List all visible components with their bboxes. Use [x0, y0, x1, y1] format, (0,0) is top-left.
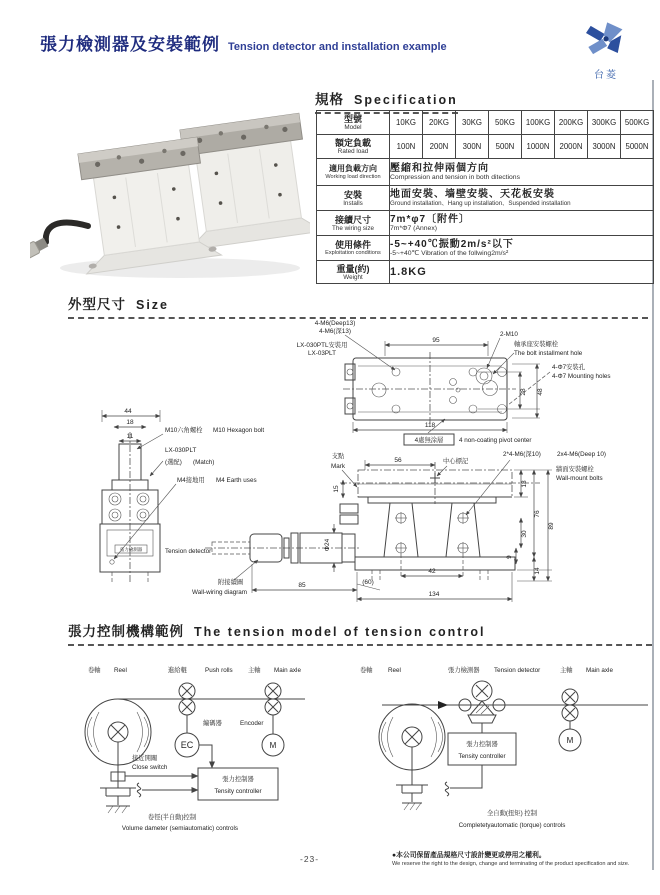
row-label-en: Weight: [343, 273, 363, 281]
side-view-drawing: [331, 450, 606, 602]
label-wiring-en: Wall-wiring diagram: [192, 589, 248, 596]
motor-symbol: M: [566, 736, 574, 745]
label-detector-zh: 張力檢測器: [448, 667, 480, 674]
controller-zh: 張力控制器: [466, 741, 498, 748]
dim-14: 14: [534, 567, 541, 575]
spec-row-load: 額定負載 Rated load 100N 200N 300N 500N 1000N 2000N 3000N 5000N: [317, 135, 654, 159]
brand-logo-text: 台菱: [594, 70, 618, 81]
label-4m6-zh: 4-M6(深13): [319, 328, 351, 335]
row-label-en: Rated load: [337, 148, 369, 155]
row-label-zh: 接續尺寸: [334, 214, 371, 225]
label-wallbolt-zh: 牆面安裝螺栓: [556, 466, 594, 473]
label-axle-zh: 主軸: [248, 667, 261, 674]
dim-28: 28: [520, 388, 527, 396]
label-push-zh: 進給輥: [168, 667, 187, 674]
label-axle-en: Main axle: [274, 667, 301, 674]
size-heading-en: Size: [136, 298, 170, 312]
page-header: [40, 30, 447, 55]
dim-89: 89: [548, 522, 555, 530]
dim-134: 134: [428, 591, 440, 598]
dim-76: 76: [534, 510, 541, 518]
auto-diagram: [360, 665, 648, 829]
spec-row-wiring: [317, 211, 654, 236]
row-label-en: Model: [344, 124, 362, 131]
dim-60: (60): [362, 579, 374, 586]
control-diagrams: [0, 655, 660, 855]
label-wallbolt-en: Wall-mount bolts: [556, 475, 603, 482]
dim-42: 42: [428, 568, 436, 575]
label-lx030ptl-zh: LX-030PTL安裝用: [296, 342, 348, 349]
row-value-en: 7m*Φ7 (Annex): [390, 224, 437, 232]
photo-unit-front: [70, 136, 221, 274]
row-label-zh: 重量(約): [336, 263, 370, 274]
dim-48: 48: [537, 388, 544, 396]
semiauto-caption-en: Volume dameter (semiautomatic) controls: [121, 825, 239, 832]
control-heading-en: The tension model of tension control: [194, 625, 486, 639]
label-detector-zh: 張力檢測器: [119, 547, 143, 552]
dim-18: 18: [126, 419, 134, 426]
brand-logo: [578, 20, 634, 81]
page-subtitle: Tension detector and installation example: [228, 41, 447, 53]
label-noncoat-en: 4 non-coating pivot center: [459, 437, 532, 444]
dim-30: 30: [521, 530, 528, 538]
row-label-en: Installs: [343, 199, 363, 207]
row-value-zh: -5~+40℃振動2m/s²以下: [390, 238, 514, 250]
row-value-en: -5~+40℃ Vibration of the follwing2m/s²: [390, 249, 509, 257]
label-reel-zh: 卷軸: [360, 667, 373, 674]
label-2m10: 2-M10: [500, 331, 518, 338]
label-centermark-zh: 中心標記: [443, 458, 469, 465]
row-label-en: The wiring size: [332, 224, 374, 232]
top-view-drawing: [297, 320, 611, 445]
row-label-zh: 安裝: [343, 189, 362, 200]
dim-phi24: Φ24: [324, 538, 331, 552]
spec-heading-en: Specification: [354, 93, 458, 107]
label-axle-en: Main axle: [586, 667, 613, 674]
dim-85: 85: [298, 582, 306, 589]
page-number: -23-: [300, 854, 320, 864]
wall-wiring-drawing: [192, 524, 380, 596]
label-lx030plt: LX-030PLT: [165, 447, 197, 454]
label-holes-en: 4-Φ7 Mounting holes: [552, 373, 611, 380]
auto-caption-zh: 全自動(扭矩) 控制: [486, 810, 538, 817]
row-value-zh: 壓縮和拉伸兩個方向: [390, 162, 489, 174]
spec-row-conditions: [317, 236, 654, 261]
spec-row-weight: [317, 261, 654, 284]
footer-note-zh: ●本公司保留產品規格尺寸設計變更或停用之權利。: [392, 852, 546, 859]
auto-caption-en: Completetyautomatic (torque) controls: [458, 822, 566, 829]
dim-95: 95: [432, 337, 440, 344]
dim-56: 56: [394, 457, 402, 464]
label-fulcrum-en: Mark: [331, 463, 345, 470]
label-4m6-deep13: 4-M6(Deep13): [314, 320, 356, 327]
row-value-zh: 7m*φ7〔附件〕: [390, 213, 471, 225]
dim-44: 44: [124, 408, 132, 415]
label-detector-en: Tension detector: [494, 667, 541, 674]
controller-en: Tensity controller: [458, 753, 506, 760]
row-label-zh: 適用負載方向: [329, 163, 377, 173]
label-bolt-zh: 軸承座安裝螺栓: [514, 341, 559, 348]
label-fulcrum-zh: 支點: [331, 453, 345, 460]
page-title: 張力檢測器及安裝範例: [40, 35, 220, 54]
label-detector-en: Tension detector: [165, 548, 212, 555]
spec-row-direction: [317, 159, 654, 186]
label-push-en: Push rolls: [205, 667, 233, 674]
photo-cable: [30, 223, 88, 266]
spec-table: [316, 110, 654, 284]
tensity-controller-box: [198, 768, 278, 800]
label-reel-zh: 卷軸: [88, 667, 101, 674]
semiauto-diagram: [85, 665, 305, 832]
semiauto-caption-zh: 卷徑(半自動)控制: [147, 814, 197, 821]
label-encoder-en: Encoder: [240, 720, 264, 727]
dim-11: 11: [126, 433, 134, 440]
control-heading: [68, 620, 652, 646]
label-match-en: (Match): [193, 459, 215, 466]
motor-symbol: M: [269, 741, 277, 750]
dim-9: 9: [506, 555, 513, 559]
spec-row-install: [317, 186, 654, 211]
front-view-drawing: [100, 408, 264, 582]
size-heading-zh: 外型尺寸: [68, 297, 126, 312]
label-noncoat-zh: 4處無涂層: [414, 437, 444, 444]
size-drawings: [0, 312, 660, 614]
dim-13: 13: [521, 480, 528, 488]
row-label-en: Working load direction: [325, 173, 381, 180]
row-label-zh: 額定負載: [334, 138, 371, 148]
label-bolt-en: The bolt installment hole: [514, 350, 583, 357]
label-reel-en: Reel: [388, 667, 401, 674]
label-lx03plt: LX-03PLT: [308, 350, 336, 357]
row-label-zh: 型號: [343, 114, 362, 124]
label-match-zh: (選配): [165, 459, 182, 466]
control-heading-zh: 張力控制機構範例: [68, 624, 184, 639]
label-earth-zh: M4接地用: [177, 477, 205, 484]
label-reel-en: Reel: [114, 667, 127, 674]
label-holes-zh: 4-Φ7安裝孔: [552, 364, 586, 371]
dim-118: 118: [424, 422, 436, 429]
label-axle-zh: 主軸: [560, 667, 573, 674]
controller-en: Tensity controller: [214, 788, 262, 795]
row-value: 1.8KG: [390, 266, 427, 278]
row-value-en: Ground installation、Hang up installation、Suspended installation: [390, 199, 571, 207]
product-photo: [30, 96, 310, 296]
label-hex-zh: M10六角螺栓: [165, 427, 203, 434]
row-value-en: Compression and tension in both ditections: [390, 173, 520, 181]
footer-note-en: We reserve the right to the design, change and terminating of the product specification and size.: [392, 861, 630, 867]
label-earth-en: M4 Earth uses: [216, 477, 257, 484]
label-wiring-zh: 附接續圖: [218, 579, 244, 586]
tailing-logo-icon: [578, 20, 634, 60]
spec-row-model: 型號 Model 10KG 20KG 30KG 50KG 100KG 200KG 300KG 500KG: [317, 111, 654, 135]
label-encoder-zh: 編碼器: [203, 720, 222, 727]
controller-zh: 張力控制器: [222, 776, 254, 783]
tensity-controller-box: [448, 733, 516, 765]
encoder-symbol: EC: [180, 740, 194, 750]
footer-note: [392, 851, 652, 868]
label-switch-en: Close switch: [132, 764, 168, 771]
row-value-zh: 地面安裝、墙壁安裝、天花板安裝: [390, 188, 555, 200]
label-hex-en: M10 Hexagon bolt: [213, 427, 265, 434]
row-label-zh: 使用條件: [334, 239, 371, 250]
label-m6b-zh: 2*4-M6(深10): [503, 451, 541, 458]
row-label-en: Exploitation conditions: [325, 249, 381, 256]
dim-15: 15: [333, 485, 340, 493]
label-m6b-en: 2x4-M6(Deep 10): [557, 451, 606, 458]
spec-heading-zh: 規格: [315, 92, 344, 107]
label-switch-zh: 接近開關: [132, 755, 158, 762]
